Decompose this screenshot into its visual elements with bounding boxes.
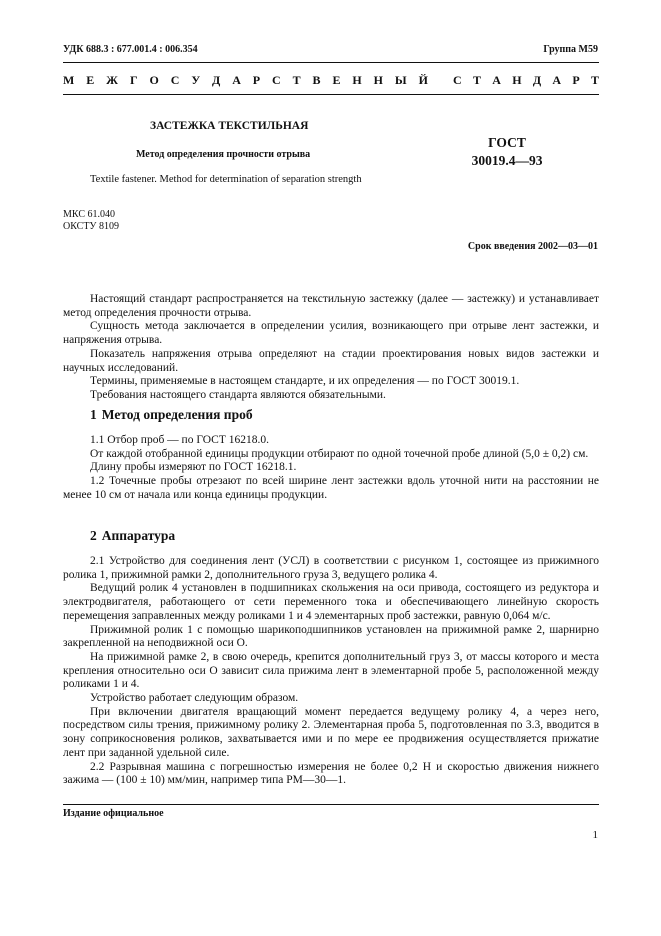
gost-designation [462, 134, 552, 170]
header-bottom-rule [63, 94, 599, 95]
section-2-paragraph: Прижимной ролик 1 с помощью шарикоподшипников установлен на прижимной рамке 2, шарнирно закрепленной на неподвижной оси О. [63, 623, 599, 650]
intro-paragraph: Показатель напряжения отрыва определяют на стадии проектирования новых видов застежки и научных исследований. [63, 347, 599, 374]
section-1-text [63, 434, 599, 503]
intro-text [63, 293, 599, 403]
section-1-title: Метод определения проб [101, 407, 253, 422]
section-1-heading [63, 407, 253, 423]
banner-word: С Т А Н Д А Р Т [453, 73, 599, 87]
section-2-paragraph: При включении двигателя вращающий момент передается ведущему ролику 4, а через него, посредством силы трения, прижимному ролику 2. Элементарная проба 5, подготовленная по 3.3, вводится в зону соприкосновения роликов, захватывается ими и по мере ее продвижения осуществляется прижатие лент при заданной удельной силе. [63, 705, 599, 759]
mks-code: МКС 61.040 [63, 209, 115, 220]
section-1-paragraph: 1.2 Точечные пробы отрезают по всей ширине лент застежки вдоль уточной нити на расстоянии не менее 10 см от начала или конца единицы продукции. [63, 475, 599, 501]
banner-word: М Е Ж Г О С У Д А Р С Т В Е Н Н Ы Й [63, 73, 428, 87]
standard-banner [63, 73, 599, 88]
english-title: Textile fastener. Method for determination of separation strength [90, 174, 362, 185]
header-top-rule [63, 62, 599, 63]
section-1-paragraph: Длину пробы измеряют по ГОСТ 16218.1. [90, 461, 297, 474]
section-2-paragraph: 2.2 Разрывная машина с погрешностью измерения не более 0,2 Н и скоростью движения нижнего зажима — (100 ± 10) мм/мин, например типа РМ—30—1. [63, 760, 599, 787]
section-2-number: 2 [90, 528, 97, 543]
classification-codes [63, 209, 119, 233]
section-2-text [63, 555, 599, 788]
gost-label: ГОСТ [488, 135, 526, 150]
section-2-paragraph: Ведущий ролик 4 установлен в подшипниках скольжения на оси привода, состоящего из редуктора и электродвигателя, работающего от сети переменного тока и обеспечивающего линейную скорость перемещения заправленных между роликами 1 и 4 элементарных проб застежки, равную 0,064 м/с. [63, 582, 599, 622]
udk-code: УДК 688.3 : 677.001.4 : 006.354 [63, 44, 198, 55]
official-edition-label: Издание официальное [63, 808, 164, 819]
section-2-title: Аппаратура [101, 528, 176, 543]
group-code: Группа М59 [543, 44, 598, 55]
section-2-paragraph: На прижимной рамке 2, в свою очередь, крепится дополнительный груз 3, от массы которого и места крепления относительно оси О зависит сила прижима лент в элементарной пробе 5, расположенной между роликами 1 и 4. [63, 650, 599, 691]
section-2-paragraph: 2.1 Устройство для соединения лент (УСЛ) в соответствии с рисунком 1, состоящее из прижимного ролика 1, прижимной рамки 2, дополнительного груза 3, ведущего ролика 4. [63, 555, 599, 581]
section-2-heading [63, 528, 175, 544]
intro-paragraph: Настоящий стандарт распространяется на текстильную застежку (далее — застежку) и устанавливает метод определения прочности отрыва. [63, 293, 599, 319]
section-2-paragraph: Устройство работает следующим образом. [90, 692, 299, 705]
gost-number: 30019.4—93 [471, 153, 543, 168]
footer-rule [63, 804, 599, 805]
effective-date: Срок введения 2002—03—01 [467, 241, 598, 252]
document-subtitle: Метод определения прочности отрыва [136, 149, 311, 160]
document-title: ЗАСТЕЖКА ТЕКСТИЛЬНАЯ [150, 120, 309, 132]
section-1-paragraph: 1.1 Отбор проб — по ГОСТ 16218.0. [90, 434, 269, 446]
intro-paragraph: Термины, применяемые в настоящем стандарте, и их определения — по ГОСТ 30019.1. [90, 375, 520, 388]
intro-paragraph: Требования настоящего стандарта являются обязательными. [90, 388, 386, 401]
section-1-paragraph: От каждой отобранной единицы продукции отбирают по одной точечной пробе длиной (5,0 ± 0,2) см. [90, 447, 589, 460]
okstu-code: ОКСТУ 8109 [63, 221, 120, 232]
section-1-number: 1 [90, 407, 97, 422]
intro-paragraph: Сущность метода заключается в определении усилия, возникающего при отрыве лент застежки, и напряжения отрыва. [63, 320, 599, 347]
page-number: 1 [592, 829, 598, 841]
